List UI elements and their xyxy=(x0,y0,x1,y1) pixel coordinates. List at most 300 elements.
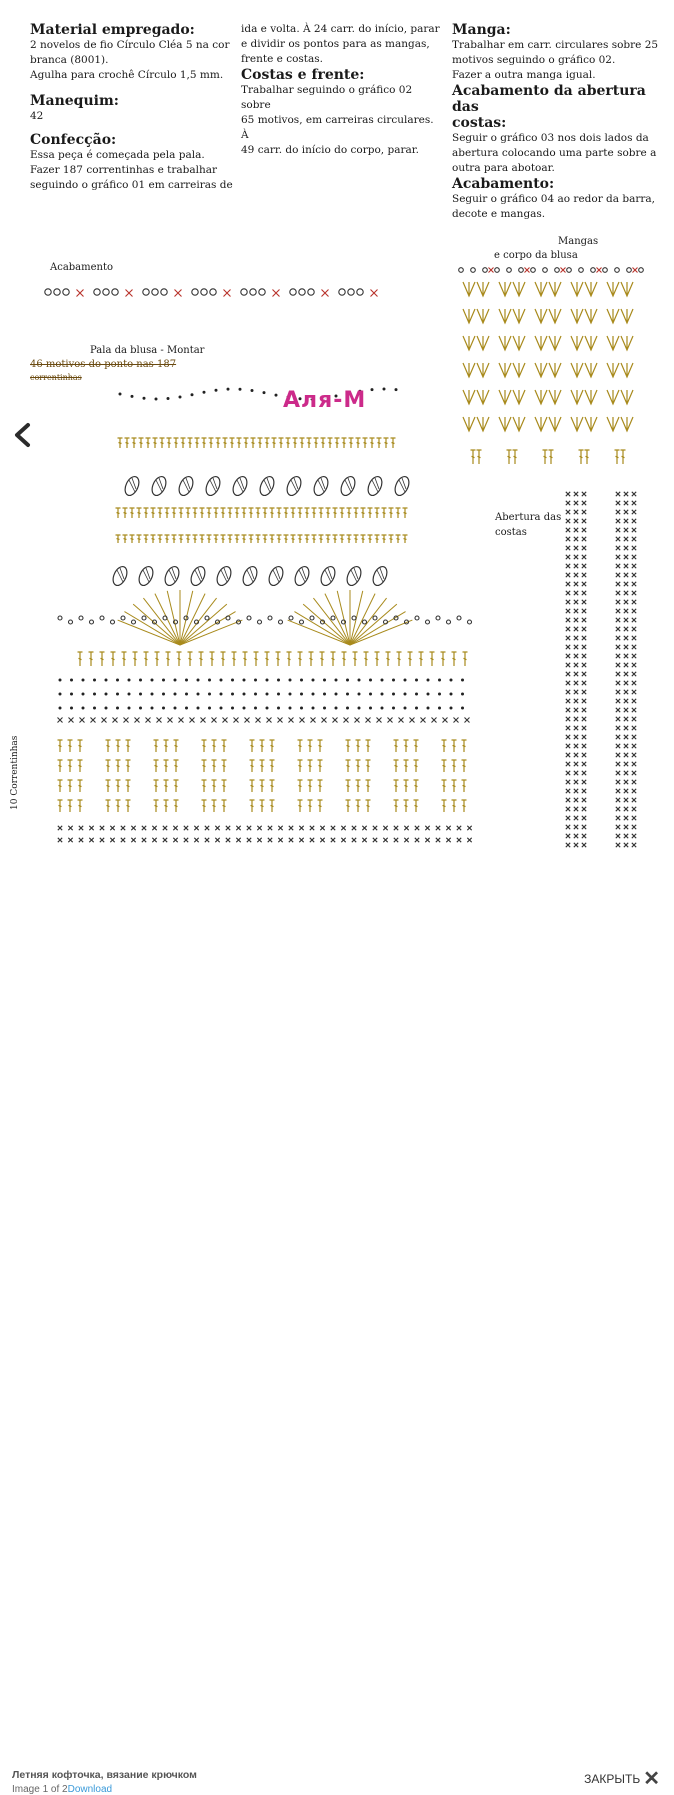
double-crochet-mark xyxy=(232,652,237,666)
single-crochet-mark xyxy=(91,718,96,723)
opening-line: Seguir o gráfico 03 nos dois lados da xyxy=(452,132,649,144)
double-crochet-mark xyxy=(363,438,368,448)
v-stitch-mark xyxy=(477,336,489,350)
double-crochet-mark xyxy=(177,652,182,666)
v-stitch-mark xyxy=(607,282,619,296)
slip-stitch-mark xyxy=(461,679,464,682)
slip-stitch-mark xyxy=(335,679,338,682)
double-crochet-mark xyxy=(207,508,212,518)
v-stitch-mark xyxy=(513,282,525,296)
single-crochet-mark xyxy=(574,843,578,847)
single-crochet-mark xyxy=(574,699,578,703)
double-crochet-mark xyxy=(396,508,401,518)
single-crochet-mark xyxy=(616,663,620,667)
v-stitch-mark xyxy=(513,363,525,377)
double-crochet-mark xyxy=(276,652,281,666)
slip-stitch-mark xyxy=(162,679,165,682)
single-crochet-mark xyxy=(399,718,404,723)
double-crochet-mark xyxy=(249,508,254,518)
double-crochet-mark xyxy=(78,740,83,752)
v-stitch-mark xyxy=(499,390,511,404)
double-crochet-mark xyxy=(202,800,207,812)
double-crochet-mark xyxy=(116,508,121,518)
slip-stitch-mark xyxy=(197,707,200,710)
single-crochet-mark xyxy=(267,718,272,723)
double-crochet-mark xyxy=(452,760,457,772)
slip-stitch-mark xyxy=(369,693,372,696)
single-crochet-mark xyxy=(333,718,338,723)
double-crochet-mark xyxy=(404,800,409,812)
mangas-label: e corpo da blusa xyxy=(494,250,578,261)
chain-stitch-mark xyxy=(591,268,596,273)
single-crochet-mark xyxy=(582,825,586,829)
chain-stitch-mark xyxy=(348,289,354,295)
double-crochet-mark xyxy=(585,450,590,464)
chain-stitch-mark xyxy=(247,616,251,620)
sleeve-line: Fazer a outra manga igual. xyxy=(452,69,596,81)
single-crochet-mark xyxy=(632,798,636,802)
slip-stitch-mark xyxy=(427,679,430,682)
single-crochet-mark xyxy=(616,681,620,685)
double-crochet-mark xyxy=(375,535,380,543)
slip-stitch-mark xyxy=(231,707,234,710)
chain-stitch-mark xyxy=(63,289,69,295)
double-crochet-mark xyxy=(216,438,221,448)
single-crochet-mark xyxy=(624,636,628,640)
v-stitch-mark xyxy=(621,282,633,296)
slip-stitch-mark xyxy=(312,693,315,696)
double-crochet-mark xyxy=(78,800,83,812)
double-crochet-mark xyxy=(579,450,584,464)
single-crochet-mark xyxy=(388,718,393,723)
single-crochet-mark xyxy=(616,627,620,631)
chain-stitch-mark xyxy=(468,620,472,624)
double-crochet-mark xyxy=(308,740,313,752)
double-crochet-mark xyxy=(254,652,259,666)
chain-stitch-mark xyxy=(79,616,83,620)
double-crochet-mark xyxy=(270,760,275,772)
single-crochet-mark xyxy=(616,600,620,604)
slip-stitch-mark xyxy=(450,679,453,682)
double-crochet-mark xyxy=(354,535,359,543)
single-crochet-mark xyxy=(624,627,628,631)
double-crochet-mark xyxy=(507,450,512,464)
single-crochet-mark xyxy=(632,645,636,649)
double-crochet-mark xyxy=(314,438,319,448)
text-column-1 xyxy=(30,22,235,193)
single-crochet-mark xyxy=(624,645,628,649)
slip-stitch-mark xyxy=(346,679,349,682)
double-crochet-mark xyxy=(137,508,142,518)
double-crochet-mark xyxy=(368,508,373,518)
double-crochet-mark xyxy=(621,450,626,464)
slip-stitch-mark xyxy=(231,679,234,682)
chain-stitch-mark xyxy=(507,268,512,273)
double-crochet-mark xyxy=(154,760,159,772)
double-crochet-mark xyxy=(193,535,198,543)
double-crochet-mark xyxy=(356,780,361,792)
double-crochet-mark xyxy=(200,535,205,543)
slip-stitch-mark xyxy=(197,679,200,682)
slip-stitch-mark xyxy=(461,707,464,710)
double-crochet-mark xyxy=(106,760,111,772)
single-crochet-mark xyxy=(616,591,620,595)
slip-stitch-mark xyxy=(179,395,182,398)
double-crochet-mark xyxy=(404,780,409,792)
chain-stitch-mark xyxy=(459,268,464,273)
single-crochet-mark xyxy=(410,718,415,723)
puff-stitch-mark xyxy=(221,568,228,582)
single-crochet-mark xyxy=(616,492,620,496)
fan-stitch-mark xyxy=(133,604,180,645)
double-crochet-mark xyxy=(188,652,193,666)
single-crochet-mark xyxy=(289,826,293,830)
double-crochet-mark xyxy=(452,800,457,812)
double-crochet-mark xyxy=(249,535,254,543)
single-crochet-mark xyxy=(632,771,636,775)
single-crochet-mark xyxy=(299,838,303,842)
slip-stitch-mark xyxy=(266,679,269,682)
double-crochet-mark xyxy=(396,535,401,543)
chain-stitch-mark xyxy=(519,268,524,273)
double-crochet-mark xyxy=(166,652,171,666)
double-crochet-mark xyxy=(78,780,83,792)
slip-stitch-mark xyxy=(174,679,177,682)
puff-stitch-mark xyxy=(210,478,217,492)
single-crochet-mark xyxy=(373,838,377,842)
double-crochet-mark xyxy=(158,535,163,543)
double-crochet-mark xyxy=(284,508,289,518)
chain-stitch-mark xyxy=(100,616,104,620)
v-stitch-mark xyxy=(535,363,547,377)
single-crochet-mark xyxy=(566,771,570,775)
single-crochet-mark xyxy=(566,528,570,532)
download-link[interactable]: Download xyxy=(67,1784,113,1795)
slip-stitch-mark xyxy=(151,679,154,682)
single-crochet-mark xyxy=(582,672,586,676)
single-crochet-mark xyxy=(632,618,636,622)
chain-stitch-mark xyxy=(103,289,109,295)
double-crochet-mark xyxy=(258,438,263,448)
puff-stitch-mark xyxy=(318,478,325,492)
opening-chart-label: costas xyxy=(495,527,527,538)
single-crochet-mark xyxy=(415,838,419,842)
chain-stitch-mark xyxy=(363,620,367,624)
chain-stitch-mark xyxy=(331,616,335,620)
single-crochet-mark xyxy=(566,654,570,658)
v-stitch-mark xyxy=(549,363,561,377)
single-crochet-mark xyxy=(574,807,578,811)
back-opening-chart xyxy=(560,488,640,863)
single-crochet-mark xyxy=(574,501,578,505)
v-stitch-mark xyxy=(571,417,583,431)
single-crochet-mark xyxy=(215,826,219,830)
double-crochet-mark xyxy=(139,438,144,448)
puff-stitch-mark xyxy=(169,568,176,582)
double-crochet-mark xyxy=(319,508,324,518)
double-crochet-mark xyxy=(68,800,73,812)
v-stitch-mark xyxy=(621,417,633,431)
single-crochet-mark xyxy=(310,838,314,842)
single-crochet-mark xyxy=(299,826,303,830)
double-crochet-mark xyxy=(347,535,352,543)
double-crochet-mark xyxy=(265,652,270,666)
double-crochet-mark xyxy=(375,508,380,518)
double-crochet-mark xyxy=(305,535,310,543)
double-crochet-mark xyxy=(123,535,128,543)
single-crochet-mark xyxy=(436,826,440,830)
puff-stitch-mark xyxy=(264,478,271,492)
slip-stitch-mark xyxy=(174,693,177,696)
single-crochet-mark xyxy=(58,838,62,842)
slip-stitch-mark xyxy=(243,679,246,682)
slip-stitch-mark xyxy=(404,693,407,696)
single-crochet-mark xyxy=(582,663,586,667)
single-crochet-mark xyxy=(152,826,156,830)
v-stitch-mark xyxy=(535,390,547,404)
single-crochet-mark xyxy=(247,838,251,842)
single-crochet-mark xyxy=(113,718,118,723)
double-crochet-mark xyxy=(291,508,296,518)
single-crochet-mark xyxy=(79,826,83,830)
double-crochet-mark xyxy=(100,652,105,666)
watermark-text: Аля-М xyxy=(283,388,367,413)
double-crochet-mark xyxy=(153,438,158,448)
single-crochet-mark xyxy=(616,825,620,829)
slip-stitch-mark xyxy=(369,707,372,710)
v-stitch-mark xyxy=(621,336,633,350)
chain-stitch-mark xyxy=(121,616,125,620)
v-stitch-mark xyxy=(535,417,547,431)
single-crochet-mark xyxy=(616,735,620,739)
single-crochet-mark xyxy=(58,718,63,723)
body-line: Trabalhar seguindo o gráfico 02 sobre xyxy=(241,84,413,111)
single-crochet-mark xyxy=(582,627,586,631)
double-crochet-mark xyxy=(207,535,212,543)
slip-stitch-mark xyxy=(300,693,303,696)
single-crochet-mark xyxy=(362,838,366,842)
opening-line: outra para abotoar. xyxy=(452,162,555,174)
slip-stitch-mark xyxy=(358,693,361,696)
single-crochet-mark xyxy=(632,654,636,658)
single-crochet-mark xyxy=(616,672,620,676)
slip-stitch-mark xyxy=(415,679,418,682)
double-crochet-mark xyxy=(403,535,408,543)
yoke-chart xyxy=(40,380,490,865)
v-stitch-mark xyxy=(571,309,583,323)
single-crochet-mark xyxy=(566,618,570,622)
double-crochet-mark xyxy=(250,760,255,772)
single-crochet-mark xyxy=(616,510,620,514)
double-crochet-mark xyxy=(230,438,235,448)
single-crochet-mark xyxy=(632,591,636,595)
previous-image-button[interactable] xyxy=(10,420,36,450)
single-crochet-mark xyxy=(582,591,586,595)
slip-stitch-mark xyxy=(275,394,278,397)
chain-stitch-mark xyxy=(289,616,293,620)
chain-count-label: 10 Correntinhas xyxy=(10,735,20,810)
puff-stitch-mark xyxy=(377,568,384,582)
single-crochet-mark xyxy=(624,717,628,721)
single-crochet-mark xyxy=(215,838,219,842)
double-crochet-mark xyxy=(263,535,268,543)
single-crochet-mark xyxy=(624,618,628,622)
single-crochet-mark xyxy=(582,780,586,784)
slip-stitch-mark xyxy=(461,693,464,696)
double-crochet-mark xyxy=(214,535,219,543)
double-crochet-mark xyxy=(441,652,446,666)
single-crochet-mark xyxy=(226,838,230,842)
double-crochet-mark xyxy=(368,535,373,543)
slip-stitch-mark xyxy=(266,693,269,696)
double-crochet-mark xyxy=(260,780,265,792)
double-crochet-mark xyxy=(172,535,177,543)
single-crochet-mark xyxy=(224,290,231,297)
single-crochet-mark xyxy=(341,826,345,830)
single-crochet-mark xyxy=(624,501,628,505)
slip-stitch-mark xyxy=(185,693,188,696)
close-button[interactable] xyxy=(584,1768,660,1790)
double-crochet-mark xyxy=(366,780,371,792)
single-crochet-mark xyxy=(616,537,620,541)
single-crochet-mark xyxy=(616,564,620,568)
making-line: seguindo o gráfico 01 em carreiras de xyxy=(30,179,233,191)
single-crochet-mark xyxy=(257,838,261,842)
chain-stitch-mark xyxy=(69,620,73,624)
image-counter xyxy=(12,1784,112,1795)
slip-stitch-mark xyxy=(220,693,223,696)
double-crochet-mark xyxy=(202,780,207,792)
slip-stitch-mark xyxy=(220,679,223,682)
fan-stitch-mark xyxy=(180,604,227,645)
double-crochet-mark xyxy=(58,800,63,812)
v-stitch-mark xyxy=(621,309,633,323)
slip-stitch-mark xyxy=(151,707,154,710)
double-crochet-mark xyxy=(106,800,111,812)
double-crochet-mark xyxy=(394,760,399,772)
double-crochet-mark xyxy=(366,740,371,752)
single-crochet-mark xyxy=(582,834,586,838)
v-stitch-mark xyxy=(463,336,475,350)
single-crochet-mark xyxy=(582,789,586,793)
double-crochet-mark xyxy=(68,740,73,752)
slip-stitch-mark xyxy=(70,707,73,710)
double-crochet-mark xyxy=(174,740,179,752)
single-crochet-mark xyxy=(278,718,283,723)
chain-stitch-mark xyxy=(111,620,115,624)
slip-stitch-mark xyxy=(289,707,292,710)
slip-stitch-mark xyxy=(105,679,108,682)
single-crochet-mark xyxy=(142,826,146,830)
slip-stitch-mark xyxy=(323,693,326,696)
single-crochet-mark xyxy=(582,690,586,694)
double-crochet-mark xyxy=(164,740,169,752)
chain-stitch-mark xyxy=(447,620,451,624)
single-crochet-mark xyxy=(633,268,638,273)
single-crochet-mark xyxy=(425,838,429,842)
single-crochet-mark xyxy=(616,690,620,694)
v-stitch-mark xyxy=(499,336,511,350)
double-crochet-mark xyxy=(342,438,347,448)
slip-stitch-mark xyxy=(277,693,280,696)
single-crochet-mark xyxy=(624,690,628,694)
single-crochet-mark xyxy=(574,654,578,658)
single-crochet-mark xyxy=(467,838,471,842)
v-stitch-mark xyxy=(585,282,597,296)
single-crochet-mark xyxy=(582,573,586,577)
single-crochet-mark xyxy=(582,537,586,541)
double-crochet-mark xyxy=(366,800,371,812)
single-crochet-mark xyxy=(632,501,636,505)
double-crochet-mark xyxy=(270,780,275,792)
single-crochet-mark xyxy=(300,718,305,723)
single-crochet-mark xyxy=(632,744,636,748)
single-crochet-mark xyxy=(624,816,628,820)
single-crochet-mark xyxy=(457,826,461,830)
sleeve-line: Trabalhar em carr. circulares sobre 25 xyxy=(452,39,659,51)
double-crochet-mark xyxy=(164,760,169,772)
double-crochet-mark xyxy=(106,780,111,792)
chain-stitch-mark xyxy=(639,268,644,273)
slip-stitch-mark xyxy=(239,388,242,391)
single-crochet-mark xyxy=(616,708,620,712)
single-crochet-mark xyxy=(157,718,162,723)
single-crochet-mark xyxy=(79,838,83,842)
single-crochet-mark xyxy=(566,708,570,712)
chain-stitch-mark xyxy=(279,620,283,624)
double-crochet-mark xyxy=(212,780,217,792)
single-crochet-mark xyxy=(632,573,636,577)
single-crochet-mark xyxy=(616,780,620,784)
single-crochet-mark xyxy=(121,838,125,842)
single-crochet-mark xyxy=(184,838,188,842)
double-crochet-mark xyxy=(356,800,361,812)
single-crochet-mark xyxy=(582,681,586,685)
single-crochet-mark xyxy=(632,717,636,721)
chain-stitch-mark xyxy=(45,289,51,295)
single-crochet-mark xyxy=(616,798,620,802)
slip-stitch-mark xyxy=(358,679,361,682)
single-crochet-mark xyxy=(616,654,620,658)
v-stitch-mark xyxy=(585,336,597,350)
chain-stitch-mark xyxy=(90,620,94,624)
v-stitch-mark xyxy=(621,363,633,377)
double-crochet-mark xyxy=(364,652,369,666)
slip-stitch-mark xyxy=(346,707,349,710)
slip-stitch-mark xyxy=(70,693,73,696)
single-crochet-mark xyxy=(624,771,628,775)
double-crochet-mark xyxy=(270,508,275,518)
single-crochet-mark xyxy=(355,718,360,723)
single-crochet-mark xyxy=(566,744,570,748)
double-crochet-mark xyxy=(222,800,227,812)
double-crochet-mark xyxy=(126,740,131,752)
double-crochet-mark xyxy=(321,438,326,448)
single-crochet-mark xyxy=(582,618,586,622)
double-crochet-mark xyxy=(243,652,248,666)
double-crochet-mark xyxy=(265,438,270,448)
chain-stitch-mark xyxy=(555,268,560,273)
single-crochet-mark xyxy=(632,582,636,586)
double-crochet-mark xyxy=(195,438,200,448)
double-crochet-mark xyxy=(347,508,352,518)
single-crochet-mark xyxy=(582,519,586,523)
single-crochet-mark xyxy=(632,708,636,712)
chain-stitch-mark xyxy=(268,616,272,620)
double-crochet-mark xyxy=(144,535,149,543)
slip-stitch-mark xyxy=(438,707,441,710)
single-crochet-mark xyxy=(566,573,570,577)
